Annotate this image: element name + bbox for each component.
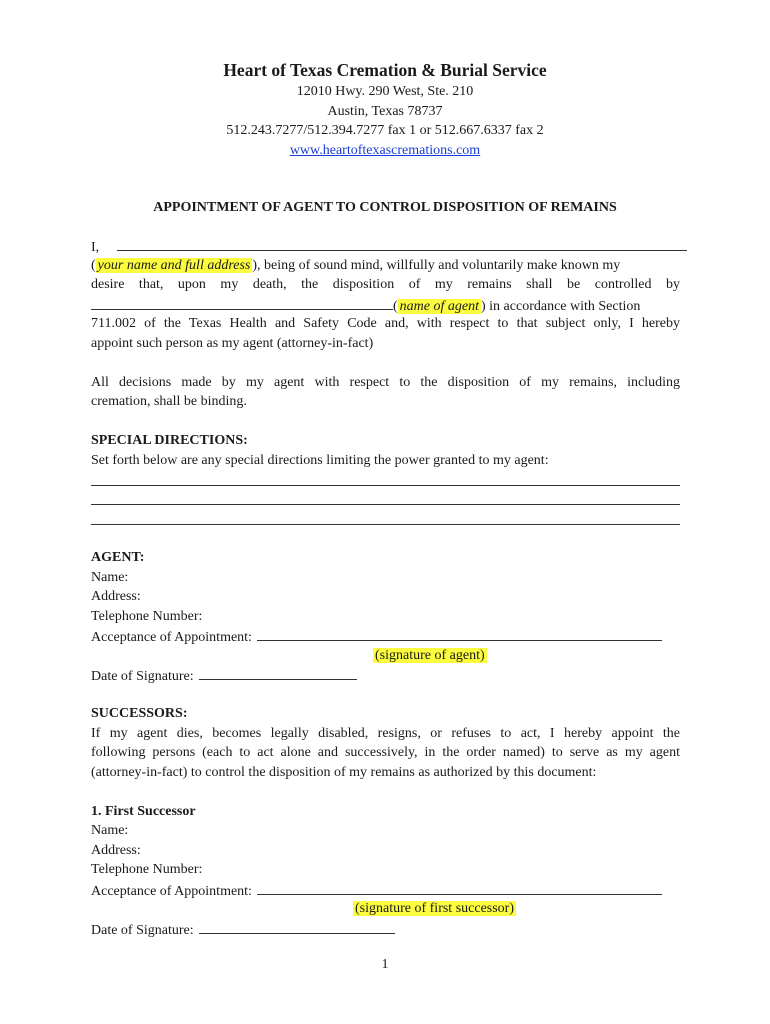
agent-address-label: Address: — [91, 589, 141, 604]
special-directions-text: Set forth below are any special directions limiting the power granted to my agent: — [91, 452, 549, 468]
intro-line-4-text: in accordance with Section — [485, 298, 641, 314]
agent-heading: AGENT: — [91, 550, 145, 565]
agent-name-hint: name of agent — [399, 298, 479, 314]
first-successor-signature-hint-row — [91, 899, 680, 919]
agent-signature-field[interactable] — [257, 626, 662, 641]
successors-line-3: (attorney-in-fact) to control the disposition of my remains as authorized by this document: — [91, 764, 597, 780]
first-successor-date-label: Date of Signature: — [91, 922, 194, 938]
agent-acceptance-row — [91, 626, 680, 646]
phone-numbers: 512.243.7277/512.394.7277 fax 1 or 512.667.6337 fax 2 — [226, 123, 544, 138]
name-address-hint: your name and full address — [97, 257, 251, 273]
first-successor-acceptance-row — [91, 880, 680, 900]
city-address: Austin, Texas 78737 — [327, 103, 443, 119]
agent-signature-hint-row — [91, 646, 680, 666]
agent-name-field[interactable] — [91, 295, 393, 310]
your-name-field[interactable] — [117, 236, 687, 251]
special-directions-line-3[interactable] — [91, 509, 680, 529]
special-directions-heading: SPECIAL DIRECTIONS: — [91, 433, 248, 448]
decisions-line-1: All decisions made by my agent with respect to the disposition of my remains, including — [91, 374, 680, 390]
document-title: APPOINTMENT OF AGENT TO CONTROL DISPOSITION OF REMAINS — [153, 200, 617, 215]
street-address: 12010 Hwy. 290 West, Ste. 210 — [296, 84, 474, 99]
intro-line-1 — [91, 236, 680, 256]
first-successor-address-label: Address: — [91, 842, 141, 858]
special-directions-line-1[interactable] — [91, 470, 680, 490]
first-successor-acceptance-label: Acceptance of Appointment: — [91, 883, 252, 899]
intro-line-2-text: , being of sound mind, willfully and voluntarily make known my — [257, 257, 621, 273]
letterhead — [0, 58, 770, 160]
agent-date-field[interactable] — [199, 665, 357, 680]
successors-line-2: following persons (each to act alone and successively, in the order named) to serve as my agent — [91, 745, 680, 760]
agent-signature-hint: (signature of agent) — [375, 647, 485, 663]
agent-acceptance-label: Acceptance of Appointment: — [91, 630, 252, 645]
intro-line-2: ( your name and full address ), being of sound mind, willfully and voluntarily make known my — [91, 257, 621, 273]
first-successor-signature-field[interactable] — [257, 880, 662, 895]
successors-heading: SUCCESSORS: — [91, 706, 188, 721]
intro-line-3: desire that, upon my death, the disposition of my remains shall be controlled by — [91, 277, 680, 292]
successors-line-1: If my agent dies, becomes legally disabled, resigns, or refuses to act, I hereby appoint the — [91, 725, 680, 741]
first-successor-heading: 1. First Successor — [91, 803, 196, 819]
company-name: Heart of Texas Cremation & Burial Service — [223, 60, 547, 80]
agent-phone-label: Telephone Number: — [91, 608, 203, 624]
form-body — [91, 236, 680, 938]
first-successor-signature-hint: (signature of first successor) — [355, 901, 515, 916]
agent-date-row — [91, 665, 680, 685]
decisions-line-2: cremation, shall be binding. — [91, 394, 247, 409]
first-successor-phone-label: Telephone Number: — [91, 862, 203, 877]
intro-i: I, — [91, 240, 100, 255]
agent-name-label: Name: — [91, 569, 129, 585]
special-directions-line-2[interactable] — [91, 490, 680, 510]
intro-line-5: 711.002 of the Texas Health and Safety Code and, with respect to that subject only, I hereby — [91, 316, 680, 331]
intro-line-6: appoint such person as my agent (attorney-in-fact) — [91, 335, 374, 351]
first-successor-date-row — [91, 919, 680, 939]
website-link[interactable]: www.heartoftexascremations.com — [289, 142, 481, 158]
first-successor-name-label: Name: — [91, 823, 129, 838]
page-number: 1 — [381, 957, 389, 972]
intro-line-4: ( name of agent ) in accordance with Section — [91, 295, 680, 315]
first-successor-date-field[interactable] — [199, 919, 395, 934]
agent-date-label: Date of Signature: — [91, 669, 194, 684]
